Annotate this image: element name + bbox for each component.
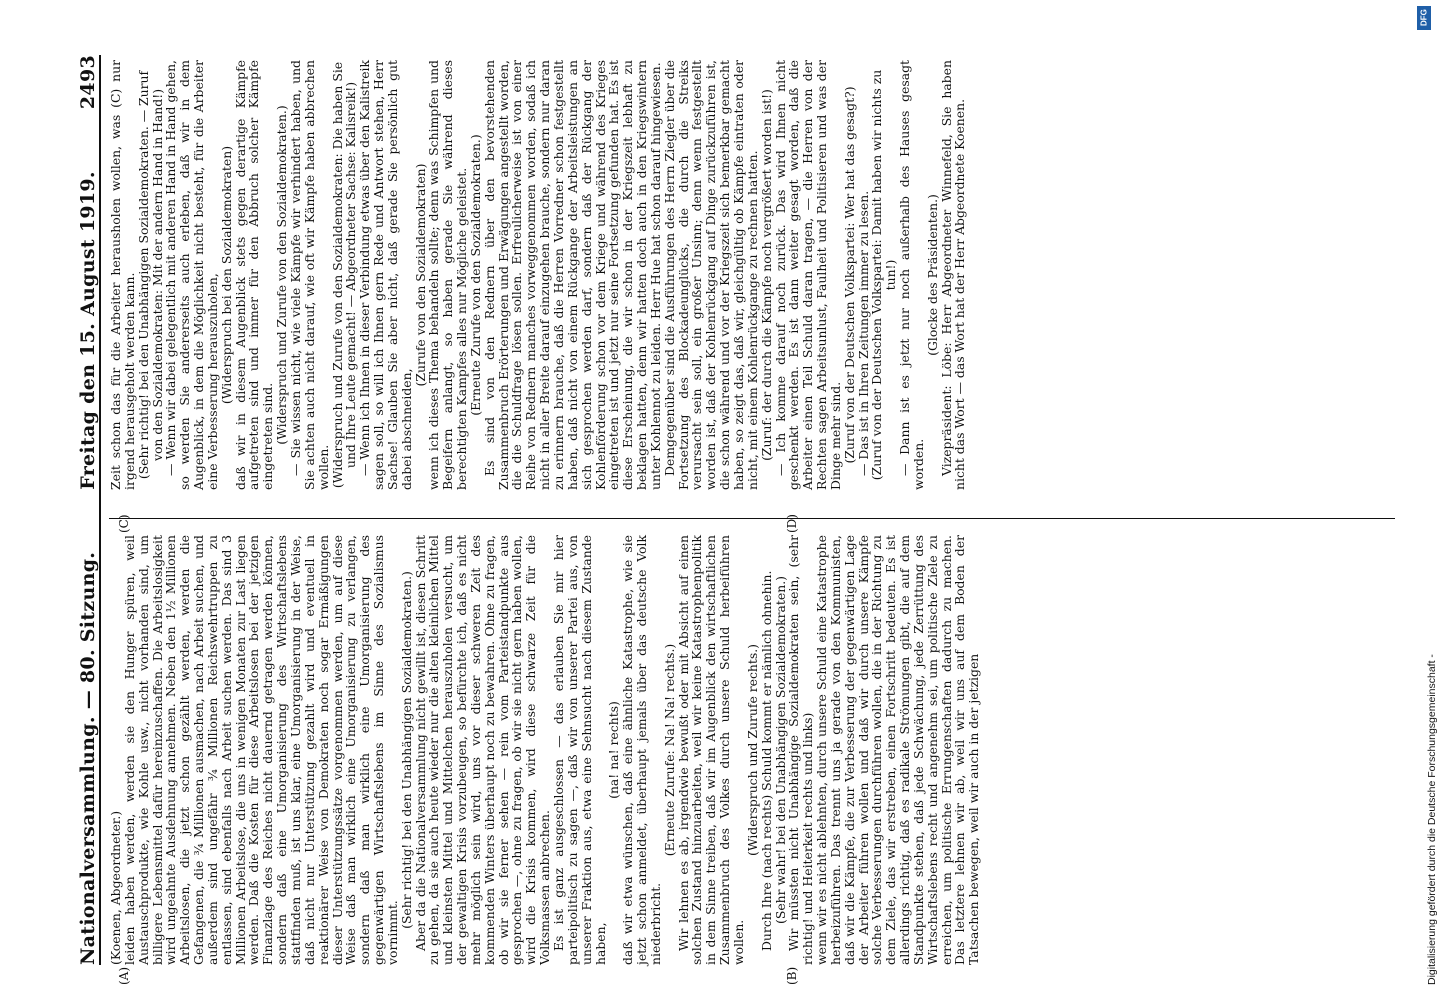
header-left: Nationalversammlung. — 80. Sitzung. <box>77 551 99 965</box>
interjection: (Widerspruch und Zurufe von den Sozialdemokraten: Die haben Sie und Ihre Leute gemacht! — Abgeordneter Sachse: Kalisreik!) <box>329 61 359 489</box>
left-column <box>109 535 1395 965</box>
paragraph: Vizepräsident: Löbe: Herr Abgeordneter Winnefeld, Sie haben nicht das Wort — das Wort hat der Herr Abgeordnete Koenen. <box>938 60 968 490</box>
rotated-page <box>65 35 1405 985</box>
paragraph: daß wir in diesem Augenblick stets gegen derartige Kämpfe aufgetreten sind und immer für den Abbruch solcher Kämpfe eingetreten sind. <box>232 60 276 490</box>
digitization-credit-text: Digitalisierung gefördert durch die Deutsche Forschungsgemeinschaft - <box>1426 654 1438 985</box>
margin-marker-d: (D) <box>785 514 799 533</box>
paragraph: Durch Ihre (nach rechts) Schuld kommt er nämlich ohnehin. <box>758 570 774 951</box>
paragraph: leiden haben werden, werden sie den Hunger spüren, weil Austauschprodukte, wie Kohle usw., nicht vorhanden sind, um billigere Lebensmittel dafür hereinzuschaffen. Die Arbeitslosigkeit wird ungeahnte Ausdehnung annehmen. Neben den 1½ Millionen Arbeitslosen, die jetzt schon gezählt werden, werden die Gefangenen, die ¾ Millionen ausmachen, nach Arbeit suchen, und außerdem sind ungefähr ¾ Millionen Reichswehrtruppen zu entlassen, sind ebenfalls nach Arbeit suchen werden. Das sind 3 Millionen Arbeitslose, die uns in wenigen Monaten zur Last liegen werden. Daß die Kosten für diese Arbeitslosen bei der jetzigen Finanzlage des Reiches nicht dauernd getragen werden können, sondern daß eine Umorganisierung des Wirtschaftslebens stattfinden muß, ist uns klar, eine Umorganisierung in der Weise, daß nicht nur Unterstützung gezahlt wird und eventuell in reaktionärer Weise von Demokraten noch sogar Ermäßigungen dieser Unterstützungssätze vorgenommen werden, um auf diese Weise daß man wirklich eine Umorganisierung zu verlangen, sondern daß man wirklich eine Umorganisierung des gegenwärtigen Wirtschaftslebens im Sinne des Sozialismus vornimmt. <box>121 535 400 965</box>
interjection: (Zurufe von den Sozialdemokraten) <box>412 163 428 387</box>
interjection: (Sehr richtig! bei den Unabhängigen Sozialdemokraten.) <box>398 571 414 929</box>
speaker-label: (Koenen, Abgeordneter.) <box>108 810 123 965</box>
digitization-credit <box>1408 0 1438 1000</box>
dfg-logo: DFG <box>1417 6 1431 30</box>
scanned-page <box>65 35 1405 985</box>
interjection: (Zuruf von der Deutschen Volkspartei: Damit haben wir nichts zu tun!) <box>869 69 899 481</box>
paragraph: Es ist ganz ausgeschlossen — das erlauben Sie mir hier parteipolitisch zu sagen —, daß wir von unserer Partei aus, von unserer Fraktion aus, etwa eine Sehnsucht nach diesem Zustande haben, <box>551 535 608 965</box>
header-date: Freitag den 15. August 1919. <box>77 171 99 490</box>
paragraph: — Ich komme darauf noch zurück. Das wird Ihnen nicht geschenkt werden. Es ist dann weiter gesagt worden, daß die Arbeiter einen Teil Schuld daran tragen, — die Herren von der Rechten sagen Arbeitsunlust, Faulheit und Politisieren und was der Dinge mehr sind. <box>772 60 843 490</box>
page-number: 2493 <box>77 55 99 110</box>
interjection: (Widerspruch und Zurufe rechts.) <box>744 643 760 857</box>
interjection: (Sehr richtig! bei den Unabhängigen Sozialdemokraten. — Zuruf von den Sozialdemokraten: Mit der andern Hand in Hand!) <box>135 70 165 480</box>
interjection: (Zuruf: der durch die Kämpfe noch vergrößert worden ist!) <box>758 89 774 461</box>
paragraph: Wir müssten nicht Unabhängige Sozialdemokraten sein, (sehr richtig! und Heiterkeit rechts und links) <box>786 535 816 965</box>
interjection: (Erneute Zurufe: Na! Na! rechts.) <box>661 643 677 857</box>
paragraph: — Wenn ich Ihnen in dieser Verbindung etwas über den Kalistreik sagen soll, so will ich Ihnen gern Rede und Antwort stehen, Herr Sachse! Glauben Sie aber nicht, daß gerade Sie persönlich gut dabei abschneiden, <box>357 60 414 490</box>
paragraph: Wir lehnen es ab, irgendwie bewußt oder mit Absicht auf einen solchen Zustand hinzuarbeiten, weil wir keine Katastrophenpolitik in dem Sinne treiben, daß wir im Augenblick den wirtschaftlichen Zusammenbruch des Volkes durch unsere Schuld herbeiführen wollen. <box>675 535 746 965</box>
interjection: (na! na! rechts) <box>606 701 622 799</box>
paragraph: daß wir etwa wünschen, daß eine ähnliche Katastrophe, wie sie jetzt schon anmeldet, überhaupt jemals über das deutsche Volk niederbricht. <box>620 535 663 965</box>
paragraph: wenn ich dieses Thema behandeln sollte; denn was Schimpfen und Begeifern anlangt, so haben gerade Sie während dieses berechtigten Kampfes alles nur Mögliche geleistet. <box>426 60 470 490</box>
interjection: (Widerspruch und Zurufe von den Sozialdemokraten.) <box>274 105 290 445</box>
column-divider <box>109 518 1395 519</box>
paragraph: Es sind von den Rednern über den bevorstehenden Zusammenbruch Erörterungen und Erwägungen angestellt worden, die die Schuldfrage lösen sollen. Erfreulicherweise ist von einer Reihe von Rednern manches vorweggenommen worden, sodaß ich nicht in aller Breite darauf einzugehen brauche, sondern nur daran zu erinnern brauche, daß die Herren Vorredner schon festgestellt haben, daß nicht von einem Rückgange der Arbeitsleistungen an sich gesprochen werden darf, sondern daß der Rückgang der Kohlenförderung schon vor dem Kriege und während des Krieges eingetreten ist und jetzt nur seine Fortsetzung gefunden hat. Es ist diese Erscheinung, die wir schon in der Kriegszeit lebhaft zu beklagen hatten, denn wir hatten doch auch in den Kriegswintern unter Kohlennot zu leiden. Herr Hue hat schon darauf hingewiesen. <box>481 60 663 490</box>
margin-marker-a: (A) <box>117 966 131 985</box>
interjection: (Erneute Zurufe von den Sozialdemokraten.) <box>467 134 483 416</box>
right-column <box>109 60 1395 490</box>
paragraph: Demgegenüber sind die Ausführungen des Herrn Ziegler über die Fortsetzung des Blockadeunglücks, die durch die Streiks verursacht sein soll, ein großer Unsinn; denn wenn festgestellt worden ist, daß der Kohlenrückgang auf Dinge zurückzuführen ist, die schon während und vor der Kriegszeit sich bemerkbar gemacht haben, so zeigt das, daß wir, gleichgültig ob Kämpfe eintraten oder nicht, mit einem Kohlenrückgange zu rechnen hatten. <box>661 60 760 490</box>
paragraph: — Wenn wir dabei gelegentlich mit anderen Hand in Hand gehen, so werden Sie andererseits auch erleben, daß wir in dem Augenblick, in dem die Möglichkeit nicht besteht, für die Arbeiter eine Verbesserung herauszuholen, <box>163 60 220 490</box>
interjection: (Widerspruch bei den Sozialdemokraten) <box>218 145 234 405</box>
paragraph: — Dann ist es jetzt nur noch außerhalb des Hauses gesagt worden. <box>897 60 926 490</box>
interjection: (Zuruf von der Deutschen Volkspartei: Wer hat das gesagt?) <box>841 86 857 464</box>
interjection: (Glocke des Präsidenten.) <box>924 194 940 356</box>
page-header <box>65 55 101 965</box>
paragraph: — Sie wissen nicht, wie viele Kämpfe wir verhindert haben, und Sie achten auch nicht darauf, wie oft wir Kämpfe haben abbrechen wollen. <box>287 60 331 490</box>
margin-marker-b: (B) <box>785 966 799 985</box>
paragraph: Zeit schon das für die Arbeiter herausholen wollen, was (C) nur irgend herausgeholt werden kann. <box>108 60 137 490</box>
interjection: (Sehr wahr! bei den Unabhängigen Sozialdemokraten.) <box>772 576 788 924</box>
paragraph: wenn wir es nicht ablehnten, durch unsere Schuld eine Katastrophe herbeizuführen. Das trennt uns ja gerade von den Kommunisten, daß wir die Kämpfe, die zur Verbesserung der gegenwärtigen Lage der Arbeiter führen wollen und daß wir durch unsere Kämpfe solche Verbesserungen durchführen wollen, die in der Richtung zu dem Ziele, das wir erstreben, einen Fortschritt bedeuten. Es ist allerdings richtig, daß es radikale Strömungen gibt, die auf dem Standpunkte stehen, daß jede Schwächung, jede Zerrüttung des Wirtschaftslebens recht und angenehm sei, um politische Ziele zu erreichen, um politische Errungenschaften dadurch zu machen. Das letztere lehnen wir ab, weil wir uns auf dem Boden der Tatsachen bewegen, weil wir auch in der jetzigen <box>814 535 982 965</box>
margin-marker-c: (C) <box>117 514 131 533</box>
paragraph: Aber da die Nationalversammlung nicht gewillt ist, diesen Schritt zu gehen, da sie auch heute wieder nur die alten kleinlichen Mittel und kleinsten Mittel und Mittelchen herauszuholen versucht, um der gewaltigen Krisis vorzubeugen, so befürchte ich, daß es nicht mehr möglich sein wird, uns vor dieser schweren Zeit des kommenden Winters überhaupt noch zu bewahren. Ohne zu fragen, ob wir sie ferner sehen — rein vom Parteistandpunkte aus gesprochen —, ohne zu fragen, ob wir sie nicht gern haben wollen, wird die Krisis kommen, wird diese schwarze Zeit für die Volksmassen anbrechen. <box>412 535 553 965</box>
paragraph: — Das ist in Ihren Zeitungen immer zu lesen. <box>855 190 871 476</box>
